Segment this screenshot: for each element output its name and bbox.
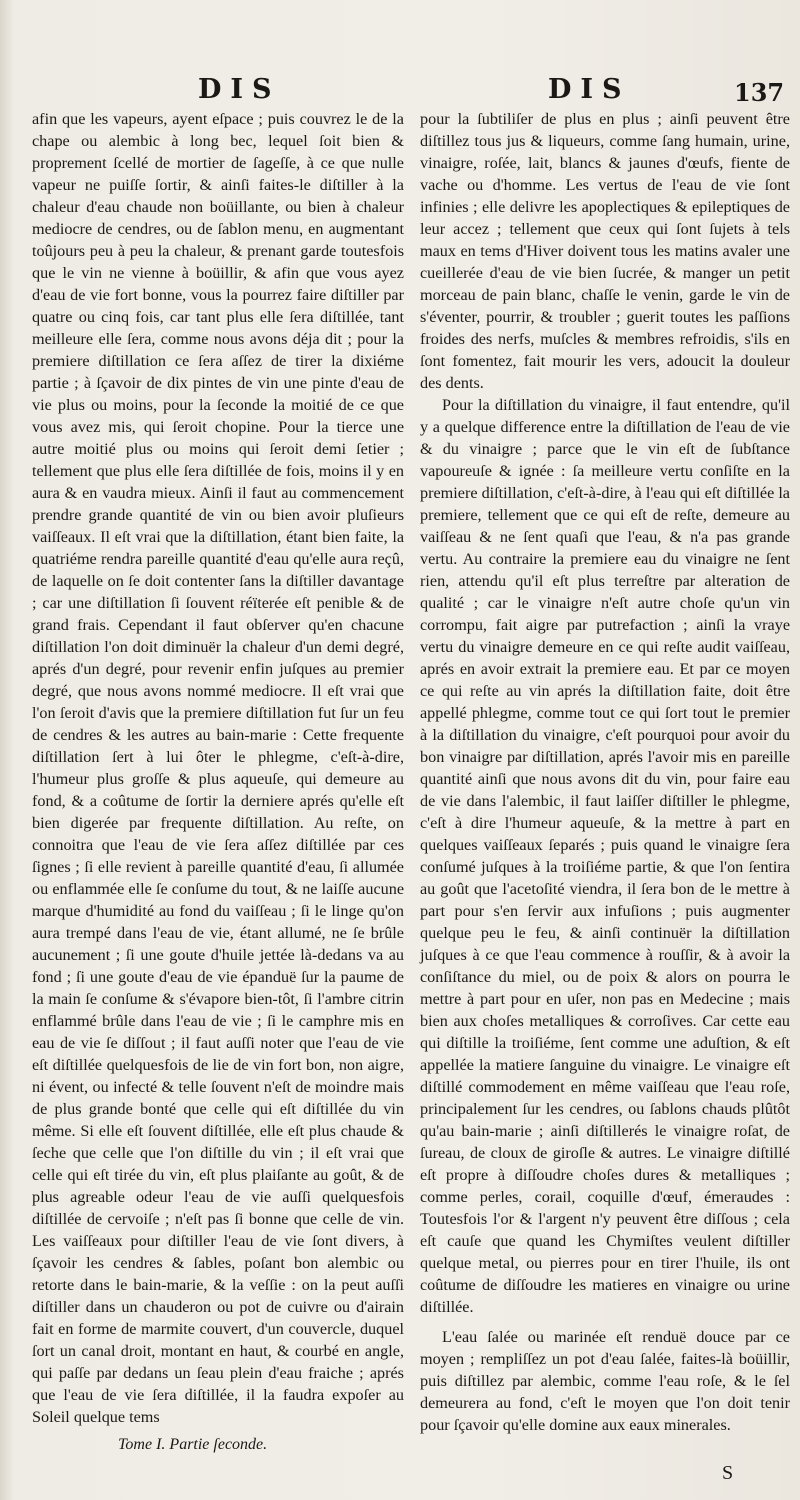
running-header: [0, 74, 800, 108]
signature-line: Tome I. Partie ſeconde.: [118, 1436, 268, 1453]
paragraph: pour la ſubtiliſer de plus en plus ; ainſi peuvent être diſtillez tous jus & liqueurs, comme ſang humain, urine, vinaigre, roſée, lait, blancs & jaunes d'œufs, fiente de vache ou d'homme. Les vertus de l'eau de vie ſont infinies ; elle delivre les apoplectiques & epileptiques de leur accez ; tellement que ceux qui ſont ſujets à tels maux en tems d'Hiver doivent tous les matins avaler une cueillerée d'eau de vie bien ſucrée, & manger un petit morceau de pain blanc, chaſſe le venin, garde le vin de s'éventer, pourrir, & troubler ; guerit toutes les paſſions froides des nerfs, muſcles & membres refroidis, s'ils en ſont fomentez, fait mourir les vers, adoucit la douleur des dents.: [420, 110, 790, 392]
paragraph: afin que les vapeurs, ayent eſpace ; puis couvrez le de la chape ou alembic à long bec, lequel ſoit bien & proprement ſcellé de mortier de ſageſſe, à ce que nulle vapeur ne puiſſe ſortir, & ainſi faites-le diſtiller à la chaleur d'eau chaude non boüillante, ou bien à chaleur mediocre de cendres, ou de ſablon menu, en augmentant toûjours peu à peu la chaleur, & prenant garde toutesfois que le vin ne vienne à boüillir, & afin que vous ayez d'eau de vie fort bonne, vous la pourrez faire diſtiller par quatre ou cinq fois, car tant plus elle ſera diſtillée, tant meilleure elle ſera, comme nous avons déja dit ; pour la premiere diſtillation ce ſera aſſez de tirer la dixiéme partie ; à ſçavoir de dix pintes de vin une pinte d'eau de vie plus ou moins, pour la ſeconde la moitié de ce que vous avez mis, qui ſeroit chopine. Pour la tierce une autre moitié plus ou moins qui ſeroit demi ſetier ; tellement que plus elle ſera diſtillée de fois, moins il y en aura & en vaudra mieux. Ainſi il faut au commencement prendre grande quantité de vin ou bien avoir pluſieurs vaiſſeaux. Il eſt vrai que la diſtillation, étant bien faite, la quatriéme rendra pareille quantité d'eau qu'elle aura reçû, de laquelle on ſe doit contenter ſans la diſtiller davantage ; car une diſtillation ſi ſouvent réïterée eſt penible & de grand frais. Cependant il faut obſerver qu'en chacune diſtillation l'on doit diminuër la chaleur d'un demi degré, aprés d'un degré, pour revenir enfin juſques au premier degré, que nous avons nommé mediocre. Il eſt vrai que l'on ſeroit d'avis que la premiere diſtillation fut ſur un feu de cendres & les autres au bain-marie : Cette frequente diſtillation ſert à lui ôter le phlegme, c'eſt-à-dire, l'humeur plus groſſe & plus aqueuſe, qui demeure au fond, & a coûtume de ſortir la derniere aprés qu'elle eſt bien digerée par frequente diſtillation. Au reſte, on connoitra que l'eau de vie ſera aſſez diſtillée par ces ſignes ; ſi elle revient à pareille quantité d'eau, ſi allumée ou enflammée elle ſe conſume du tout, & ne laiſſe aucune marque d'humidité au fond du vaiſſeau ; ſi le linge qu'on aura trempé dans l'eau de vie, étant allumé, ne ſe brûle aucunement ; ſi une goute d'huile jettée là-dedans va au fond ; ſi une goute d'eau de vie épanduë ſur la paume de la main ſe conſume & s'évapore bien-tôt, ſi l'ambre citrin enflammé brûle dans l'eau de vie ; ſi le camphre mis en eau de vie ſe diſſout ; il faut auſſi noter que l'eau de vie eſt diſtillée quelquesfois de lie de vin fort bon, non aigre, ni évent, ou infecté & telle ſouvent n'eſt de moindre mais de plus grande bonté que celle qui eſt diſtillée du vin même. Si elle eſt ſouvent diſtillée, elle eſt plus chaude & ſeche que celle que l'on diſtille du vin ; il eſt vrai que celle qui eſt tirée du vin, eſt plus plaiſante au goût, & de plus agreable odeur l'eau de vie auſſi quelquesfois diſtillée de cervoiſe ; n'eſt pas ſi bonne que celle de vin. Les vaiſſeaux pour diſtiller l'eau de vie ſont divers, à ſçavoir les cendres & ſables, poſant bon alembic ou retorte dans le bain-marie, & la veſſie : on la peut auſſi diſtiller dans un chauderon ou pot de cuivre ou d'airain fait en forme de marmite couvert, d'un couvercle, duquel ſort un canal droit, montant en haut, & courbé en angle, qui paſſe par dedans un ſeau plein d'eau fraiche ; aprés que l'eau de vie ſera diſtillée, il la faudra expoſer au Soleil quelque tems: [32, 110, 404, 1426]
running-head-left: DIS: [198, 74, 281, 105]
paragraph: L'eau ſalée ou marinée eſt renduë douce par ce moyen ; rempliſſez un pot d'eau ſalée, faites-là boüillir, puis diſtillez par alembic, comme l'eau roſe, & le ſel demeurera au fond, c'eſt le moyen que l'on doit tenir pour ſçavoir qu'elle domine aux eaux minerales.: [420, 1328, 790, 1434]
page-number: 137: [734, 78, 785, 107]
left-text-column: [32, 108, 404, 1428]
paragraph: Pour la diſtillation du vinaigre, il faut entendre, qu'il y a quelque difference entre la diſtillation de l'eau de vie & du vinaigre ; parce que le vin eſt de ſubſtance vapoureuſe & ignée : ſa meilleure vertu conſiſte en la premiere diſtillation, c'eſt-à-dire, à l'eau qui eſt diſtillée la premiere, tellement que ce qui eſt de reſte, demeure au vaiſſeau & ne ſent quaſi que l'eau, & n'a pas grande vertu. Au contraire la premiere eau du vinaigre ne ſent rien, attendu qu'il eſt plus terreſtre par alteration de qualité ; car le vinaigre n'eſt autre choſe qu'un vin corrompu, fait aigre par putrefaction ; ainſi la vraye vertu du vinaigre demeure en ce qui reſte audit vaiſſeau, aprés en avoir extrait la premiere eau. Et par ce moyen ce qui reſte au vin aprés la diſtillation faite, doit être appellé phlegme, comme tout ce qui ſort tout le premier à la diſtillation du vinaigre, c'eſt pourquoi pour avoir du bon vinaigre par diſtillation, aprés l'avoir mis en pareille quantité ainſi que nous avons dit du vin, pour faire eau de vie dans l'alembic, il faut laiſſer diſtiller le phlegme, c'eſt à dire l'humeur aqueuſe, & la mettre à part en quelques vaiſſeaux ſeparés ; puis quand le vinaigre ſera conſumé juſques à la troiſiéme partie, & que l'on ſentira au goût que l'acetoſité viendra, il ſera bon de le mettre à part pour s'en ſervir aux infuſions ; puis augmenter quelque peu le feu, & ainſi continuër la diſtillation juſques à ce que l'eau commence à rouſſir, & à avoir la conſiſtance du miel, ou de poix & alors on pourra le mettre à part pour en uſer, non pas en Medecine ; mais bien aux choſes metalliques & corroſives. Car cette eau qui diſtille la troiſiéme, ſent comme une aduſtion, & eſt appellée la matiere ſanguine du vinaigre. Le vinaigre eſt diſtillé commodement en même vaiſſeau que l'eau roſe, principalement ſur les cendres, ou ſablons chauds plûtôt qu'au bain-marie ; ainſi diſtillerés le vinaigre roſat, de ſureau, de cloux de giroſle & autres. Le vinaigre diſtillé eſt propre à diſſoudre choſes dures & metalliques ; comme perles, corail, coquille d'œuf, émeraudes : Toutesfois l'or & l'argent n'y peuvent être diſſous ; cela eſt cauſe que quand les Chymiſtes veulent diſtiller quelque metal, ou pierres pour en tirer l'huile, ils ont coûtume de diſſoudre les matieres en vinaigre ou urine diſtillée.: [420, 396, 790, 1316]
right-text-column: [420, 108, 790, 1436]
running-head-right: DIS: [548, 74, 631, 105]
signature-mark: S: [722, 1462, 734, 1484]
